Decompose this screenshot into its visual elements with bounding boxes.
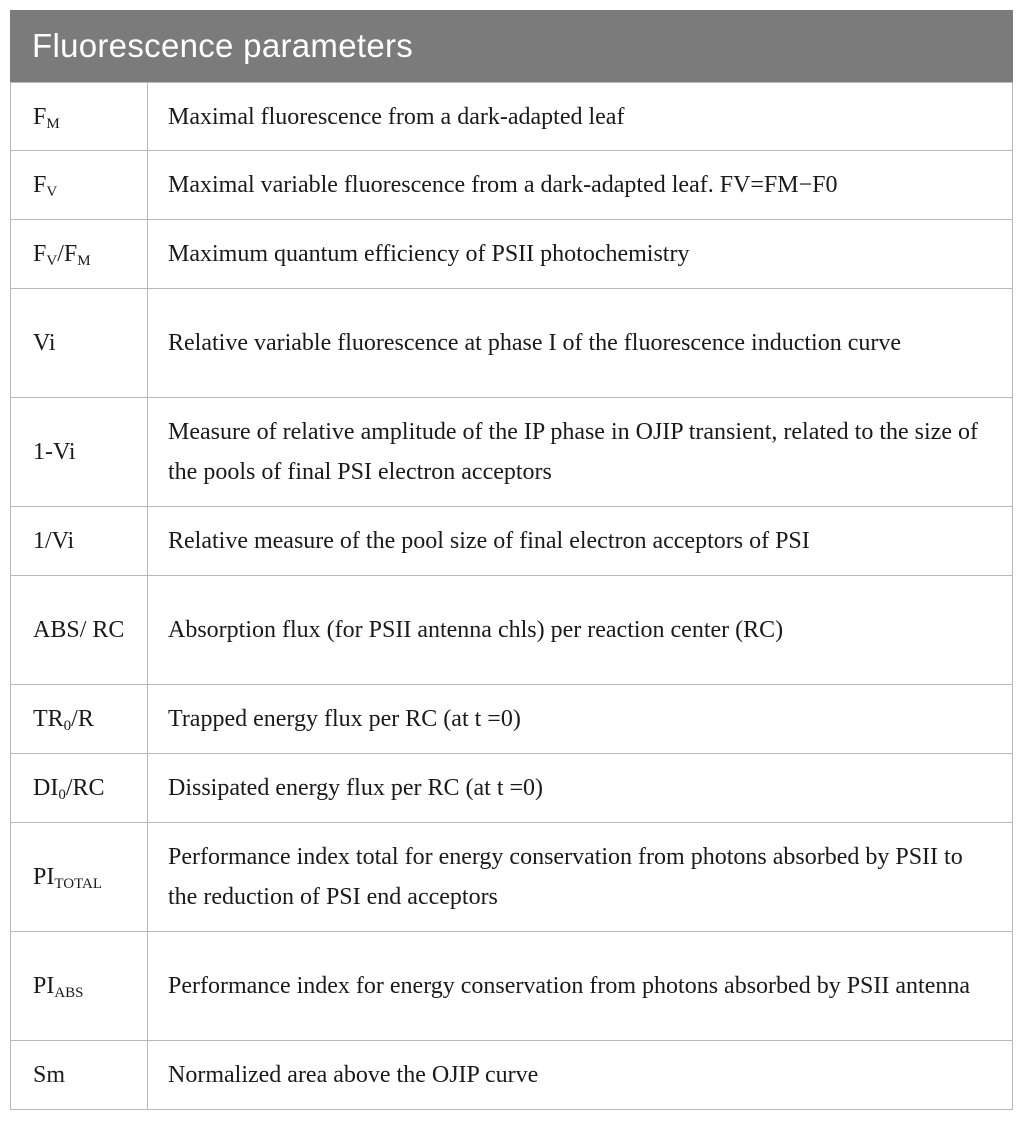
table-row bbox=[11, 220, 1013, 289]
parameter-description: Measure of relative amplitude of the IP phase in OJIP transient, related to the size of the pools of final PSI electron acceptors bbox=[148, 398, 1013, 507]
table-row bbox=[11, 754, 1013, 823]
parameter-description: Maximum quantum efficiency of PSII photochemistry bbox=[148, 220, 1013, 289]
table-row bbox=[11, 289, 1013, 398]
parameter-symbol: $F_M$ bbox=[11, 83, 148, 151]
parameter-description: Maximal variable fluorescence from a dark-adapted leaf. FV=FM−F0 bbox=[148, 151, 1013, 220]
parameter-description: Maximal fluorescence from a dark-adapted leaf bbox=[148, 83, 1013, 151]
table-title: Fluorescence parameters bbox=[10, 10, 1013, 82]
parameter-symbol: $DI_0/RC$ bbox=[11, 754, 148, 823]
parameter-description: Performance index for energy conservation from photons absorbed by PSII antenna bbox=[148, 932, 1013, 1041]
parameter-symbol: $F_V/F_M$ bbox=[11, 220, 148, 289]
parameter-description: Trapped energy flux per RC (at t =0) bbox=[148, 685, 1013, 754]
parameter-description: Relative measure of the pool size of final electron acceptors of PSI bbox=[148, 507, 1013, 576]
table-row bbox=[11, 685, 1013, 754]
table-row bbox=[11, 398, 1013, 507]
parameter-symbol: ABS/ RC bbox=[11, 576, 148, 685]
table-row bbox=[11, 1041, 1013, 1110]
parameter-description: Relative variable fluorescence at phase I of the fluorescence induction curve bbox=[148, 289, 1013, 398]
table-row bbox=[11, 576, 1013, 685]
parameter-symbol: 1/Vi bbox=[11, 507, 148, 576]
parameter-description: Absorption flux (for PSII antenna chls) per reaction center (RC) bbox=[148, 576, 1013, 685]
parameter-description: Performance index total for energy conservation from photons absorbed by PSII to the reduction of PSI end acceptors bbox=[148, 823, 1013, 932]
parameter-symbol: Vi bbox=[11, 289, 148, 398]
parameter-symbol: $TR_0/R$ bbox=[11, 685, 148, 754]
parameter-symbol: Sm bbox=[11, 1041, 148, 1110]
parameters-grid bbox=[10, 82, 1013, 1110]
parameter-description: Normalized area above the OJIP curve bbox=[148, 1041, 1013, 1110]
table-row bbox=[11, 507, 1013, 576]
parameter-symbol: $F_V$ bbox=[11, 151, 148, 220]
table-row bbox=[11, 932, 1013, 1041]
table-row bbox=[11, 83, 1013, 151]
table-row bbox=[11, 823, 1013, 932]
parameter-symbol: 1-Vi bbox=[11, 398, 148, 507]
parameter-description: Dissipated energy flux per RC (at t =0) bbox=[148, 754, 1013, 823]
parameters-table bbox=[10, 10, 1013, 1110]
parameter-symbol: $PI_{ABS}$ bbox=[11, 932, 148, 1041]
table-row bbox=[11, 151, 1013, 220]
parameter-symbol: $PI_{TOTAL}$ bbox=[11, 823, 148, 932]
